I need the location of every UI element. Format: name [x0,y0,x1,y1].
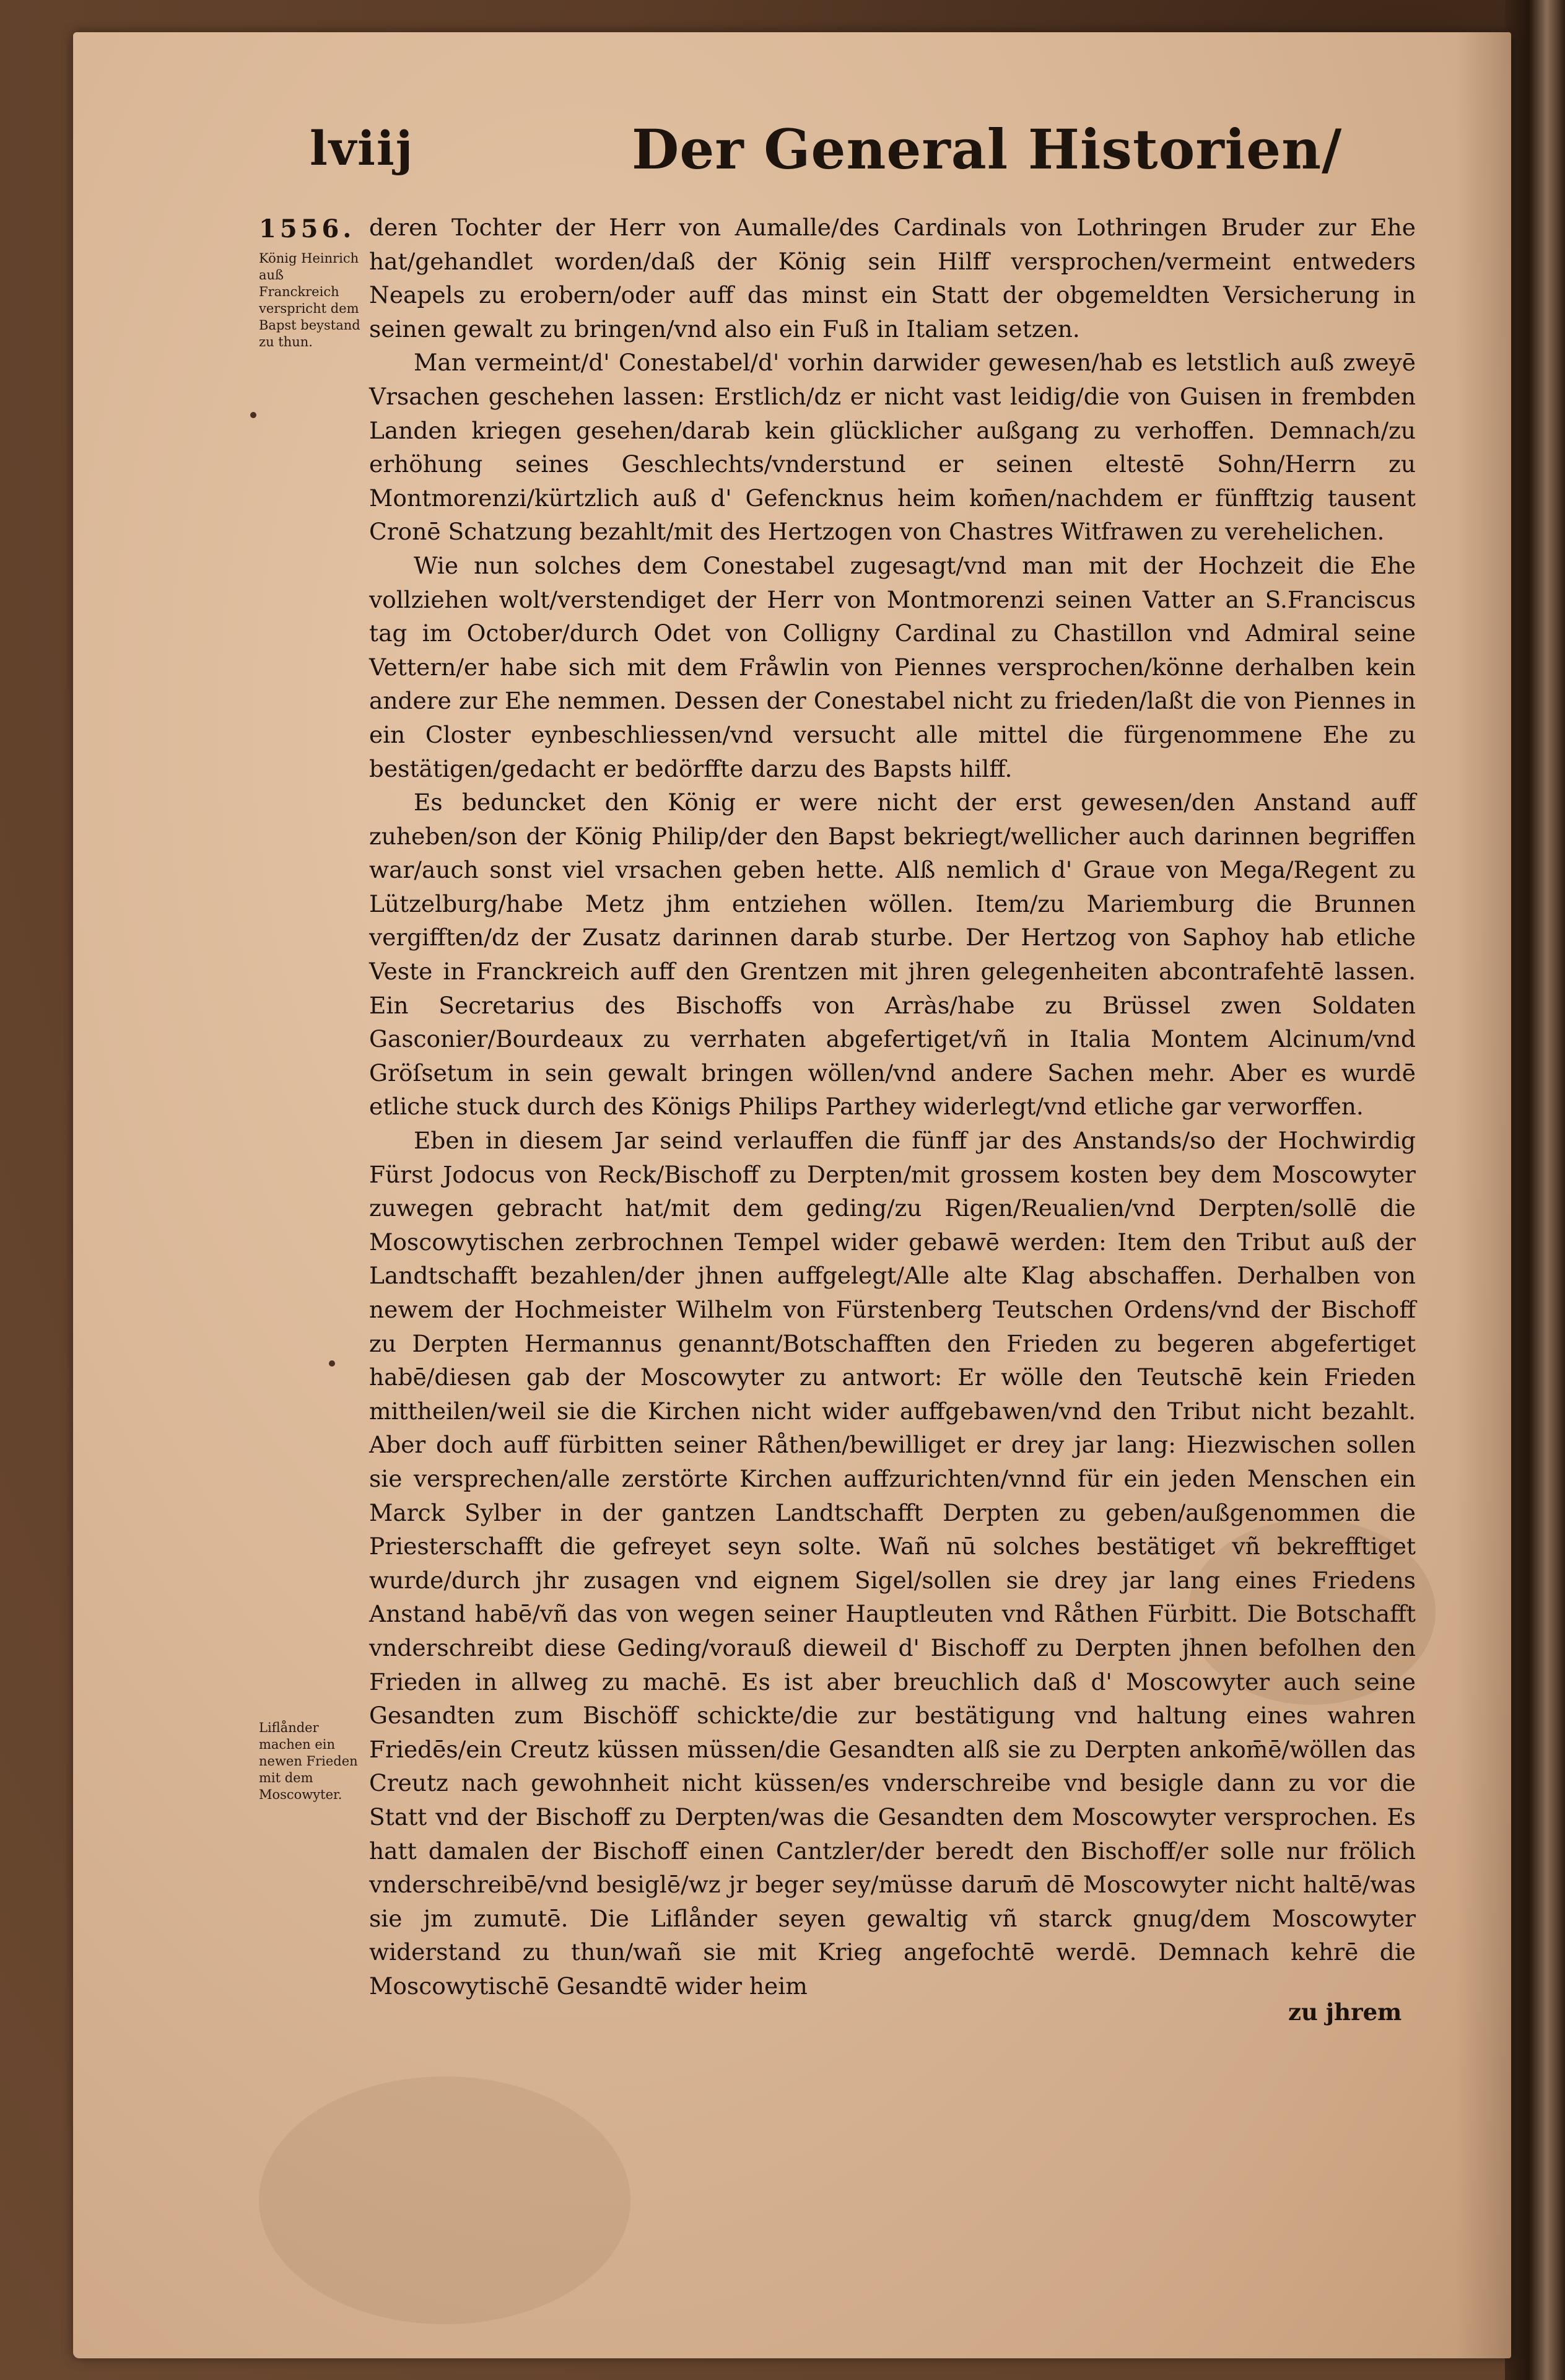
paragraph: Es beduncket den König er were nicht der erst gewesen/den Anstand auff zuheben/son der König Philip/der den Bapst bekriegt/wellicher auch darinnen begriffen war/auch sonst viel vrsachen geben hette. Alß nemlich d' Graue von Mega/Regent zu Lützelburg/habe Metz jhm entziehen wöllen. Item/zu Mariemburg die Brunnen vergifften/dz der Zusatz darinnen darab sturbe. Der Hertzog von Saphoy hab etliche Veste in Franckreich auff den Grentzen mit jhren gelegenheiten abcontrafehtē lassen. Ein Secretarius des Bischoffs von Arràs/habe zu Brüssel zwen Soldaten Gasconier/Bourdeaux zu verrhaten abgefertiget/vñ in Italia Montem Alcinum/vnd Gröſsetum in sein gewalt bringen wöllen/vnd andere Sachen mehr. Aber es wurdē etliche stuck durch des Königs Philips Parthey widerlegt/vnd etliche gar verworffen. [369,789,1416,1121]
book-edge [1505,0,1565,2380]
marginal-note: Liflånder machen ein newen Frieden mit dem Moscowyter. [259,1720,358,1802]
paragraph: Man vermeint/d' Conestabel/d' vorhin darwider gewesen/hab es letstlich auß zweyē Vrsachen geschehen lassen: Erstlich/dz er nicht vast leidig/die von Guisen in frembden Landen kriegen gesehen/darab kein glücklicher außgang zu verhoffen. Demnach/zu erhöhung seines Geschlechts/vnderstund er seinen eltestē Sohn/Herrn zu Montmorenzi/kürtzlich auß d' Gefencknus heim kom̄en/nachdem er fünfftzig tausent Cronē Schatzung bezahlt/mit des Hertzogen von Chastres Witfrawen zu verehelichen. [369,349,1416,546]
paragraph: deren Tochter der Herr von Aumalle/des Cardinals von Lothringen Bruder zur Ehe hat/gehandlet worden/daß der König sein Hilff versprochen/vermeint entweders Neapels zu erobern/oder auff das minst ein Statt der obgemeldten Versicherung in seinen gewalt zu bringen/vnd also ein Fuß in Italiam setzen. [369,214,1416,343]
paragraph: Wie nun solches dem Conestabel zugesagt/vnd man mit der Hochzeit die Ehe vollziehen wolt/verstendiget der Herr von Montmorenzi seinen Vatter an S.Franciscus tag im October/durch Odet von Colligny Cardinal zu Chastillon vnd Admiral seine Vettern/er habe sich mit dem Fråwlin von Piennes versprochen/könne derhalben kein andere zur Ehe nemmen. Dessen der Conestabel nicht zu frieden/laßt die von Piennes in ein Closter eynbeschliessen/vnd versucht alle mittel die fürgenommene Ehe zu bestätigen/gedacht er bedörffte darzu des Bapsts hilff. [369,551,1416,782]
marginal-note: König Heinrich auß Franckreich verspricht dem Bapst beystand zu thun. [259,251,360,349]
running-title: Der General Historien/ [632,117,1343,182]
page-header [310,117,1462,201]
paper-stain [259,2076,630,2324]
ink-spot [329,1360,335,1367]
body-text [369,211,1416,2003]
folio-number: lviij [310,121,414,176]
catchword: zu jhrem [1288,1998,1402,2026]
paragraph: Eben in diesem Jar seind verlauffen die fünff jar des Anstands/so der Hochwirdig Fürst Jodocus von Reck/Bischoff zu Derpten/mit grossem kosten bey dem Moscowyter zuwegen gebracht hat/mit dem geding/zu Rigen/Reualien/vnd Derpten/sollē die Moscowytischen zerbrochnen Tempel wider gebawē werden: Item den Tribut auß der Landtschafft bezahlen/der jhnen auffgelegt/Alle alte Klag abschaffen. Derhalben von newem der Hochmeister Wilhelm von Fürstenberg Teutschen Ordens/vnd der Bischoff zu Derpten Hermannus genannt/Botschafften den Frieden zu begeren abgefertiget habē/diesen gab der Moscowyter zu antwort: Er wölle den Teutschē kein Frieden mittheilen/weil sie die Kirchen nicht wider auffgebawen/vnd den Tribut nicht bezahlt. Aber doch auff fürbitten seiner Råthen/bewilliget er drey jar lang: Hiezwischen sollen sie versprechen/alle zerstörte Kirchen auffzurichten/vnnd für ein jeden Menschen ein Marck Sylber in der gantzen Landtschafft Derpten zu geben/außgenommen die Priesterschafft die gefreyet seyn solte. Wañ nū solches bestätiget vñ bekrefftiget wurde/durch jhr zusagen vnd eignem Sigel/sollen sie drey jar lang eines Friedens Anstand habē/vñ das von wegen seiner Hauptleuten vnd Råthen Fürbitt. Die Botschafft vnderschreibt diese Geding/vorauß dieweil d' Bischoff zu Derpten jhnen befolhen den Frieden in allweg zu machē. Es ist aber breuchlich daß d' Moscowyter auch seine Gesandten zum Bischöff schickte/die zur bestätigung vnd haltung eines wahren Friedēs/ein Creutz küssen müssen/die Gesandten alß sie zu Derpten ankom̄ē/wöllen das Creutz nach gewohnheit nicht küssen/es vnderschreibe vnd besigle dann zu vor die Statt vnd der Bischoff zu Derpten/was die Gesandten dem Moscowyter versprochen. Es hatt damalen der Bischoff einen Cantzler/der beredt den Bischoff/er solle nur frölich vnderschreibē/vnd besiglē/wz jr beger sey/müsse darum̄ dē Moscowyter nicht haltē/was sie jm zumutē. Die Liflånder seyen gewaltig vñ starck gnug/dem Moscowyter widerstand zu thun/wañ sie mit Krieg angefochtē werdē. Demnach kehrē die Moscowytischē Gesandtē wider heim [369,1127,1416,2000]
margin-year: 1556. [259,214,355,243]
ink-spot [250,412,256,418]
